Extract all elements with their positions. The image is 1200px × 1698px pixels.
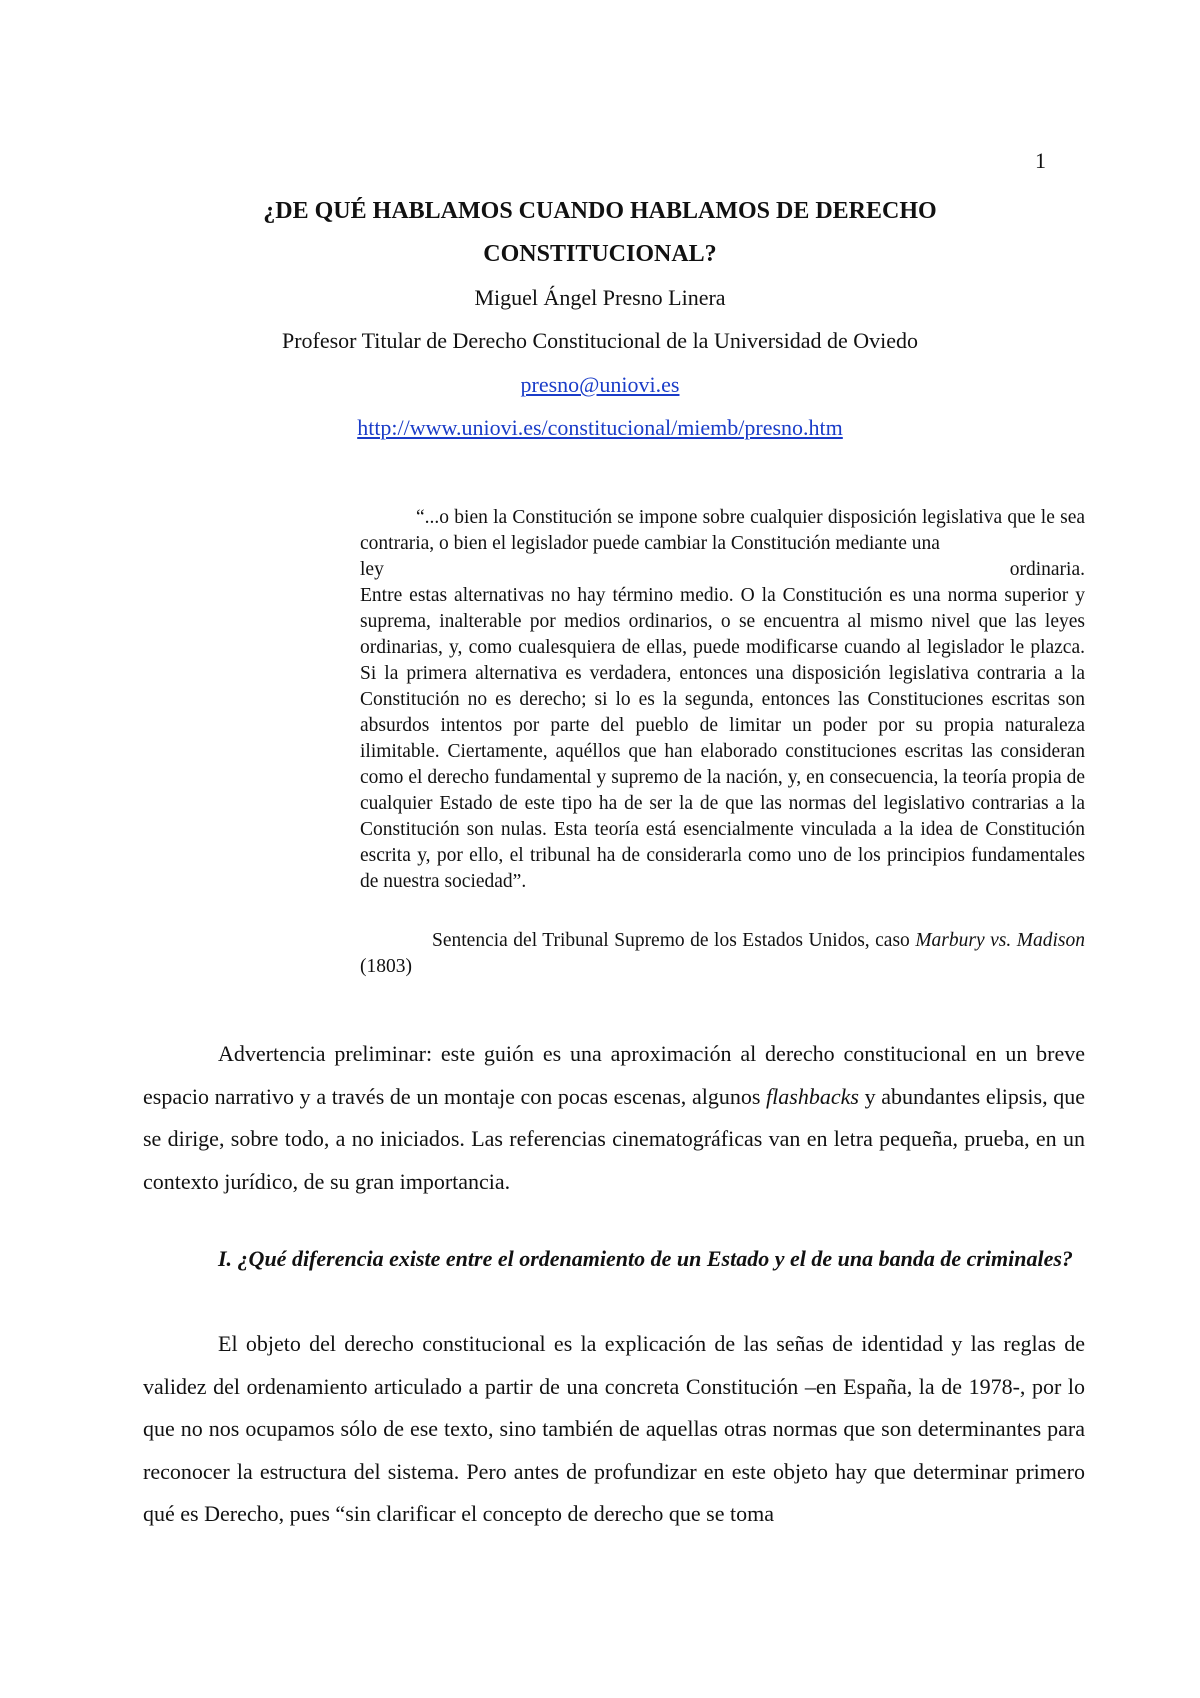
warning-text-2: y abundantes elipsis, que se dirige, sobre todo, a no iniciados. Las referencias cinematográficas van en letra pequeña, prueba, en un contexto jurídico, de su gran importancia. — [143, 1083, 1085, 1194]
epigraph-justified-line — [360, 557, 1085, 583]
section-paragraph: El objeto del derecho constitucional es la explicación de las señas de identidad y las reglas de validez del ordenamiento articulado a partir de una concreta Constitución –en España, la de 1978-, por lo que no nos ocupamos sólo de ese texto, sino también de aquellas otras normas que son determinantes para reconocer la estructura del sistema. Pero antes de profundizar en este objeto hay que determinar primero qué es Derecho, pues “sin clarificar el concepto de derecho que se toma — [143, 1331, 1085, 1526]
epigraph-source — [360, 928, 1085, 980]
page-number: 1 — [1035, 148, 1046, 173]
website-link[interactable]: http://www.uniovi.es/constitucional/miemb/presno.htm — [357, 415, 843, 440]
epigraph-word-ley: ley — [360, 559, 384, 580]
section-heading: I. ¿Qué diferencia existe entre el ordenamiento de un Estado y el de una banda de criminales? — [218, 1246, 1073, 1271]
source-suffix: (1803) — [360, 956, 412, 977]
epigraph-word-ordinaria: ordinaria. — [1009, 559, 1085, 580]
email-link[interactable]: presno@uniovi.es — [520, 372, 680, 397]
preliminary-warning — [143, 1033, 1085, 1203]
source-prefix: Sentencia del Tribunal Supremo de los Estados Unidos, caso — [432, 930, 916, 951]
epigraph-quote — [360, 505, 1085, 895]
author-name: Miguel Ángel Presno Linera — [474, 285, 726, 310]
warning-text-1: Advertencia preliminar: este guión es una aproximación al derecho constitucional en un breve espacio narrativo y a través de un montaje con pocas escenas, algunos — [143, 1041, 1085, 1109]
epigraph-line-1: “...o bien la Constitución se impone sobre cualquier disposición legislativa que le sea contraria, o bien el legislador puede cambiar la Constitución mediante una — [360, 507, 1085, 554]
document-title: ¿DE QUÉ HABLAMOS CUANDO HABLAMOS DE DERECHO CONSTITUCIONAL? — [263, 198, 937, 267]
warning-flashbacks: flashbacks — [766, 1083, 859, 1109]
author-affiliation: Profesor Titular de Derecho Constitucional de la Universidad de Oviedo — [281, 328, 919, 353]
epigraph-rest: Entre estas alternativas no hay término medio. O la Constitución es una norma superior y suprema, inalterable por medios ordinarios, o se encuentra al mismo nivel que las leyes ordinarias, y, como cualesquiera de ellas, puede modificarse cuando al legislador le plazca. Si la primera alternativa es verdadera, entonces una disposición legislativa contraria a la Constitución no es derecho; si lo es la segunda, entonces las Constituciones escritas son absurdos intentos por parte del pueblo de limitar un poder por su propia naturaleza ilimitable. Ciertamente, aquéllos que han elaborado constituciones escritas las consideran como el derecho fundamental y supremo de la nación, y, en consecuencia, la teoría propia de cualquier Estado de este tipo ha de ser la de que las normas del legislativo contrarias a la Constitución son nulas. Esta teoría está esencialmente vinculada a la idea de Constitución escrita y, por ello, el tribunal ha de considerarla como uno de los principios fundamentales de nuestra sociedad”. — [360, 585, 1085, 892]
source-case-name: Marbury vs. Madison — [915, 930, 1086, 951]
